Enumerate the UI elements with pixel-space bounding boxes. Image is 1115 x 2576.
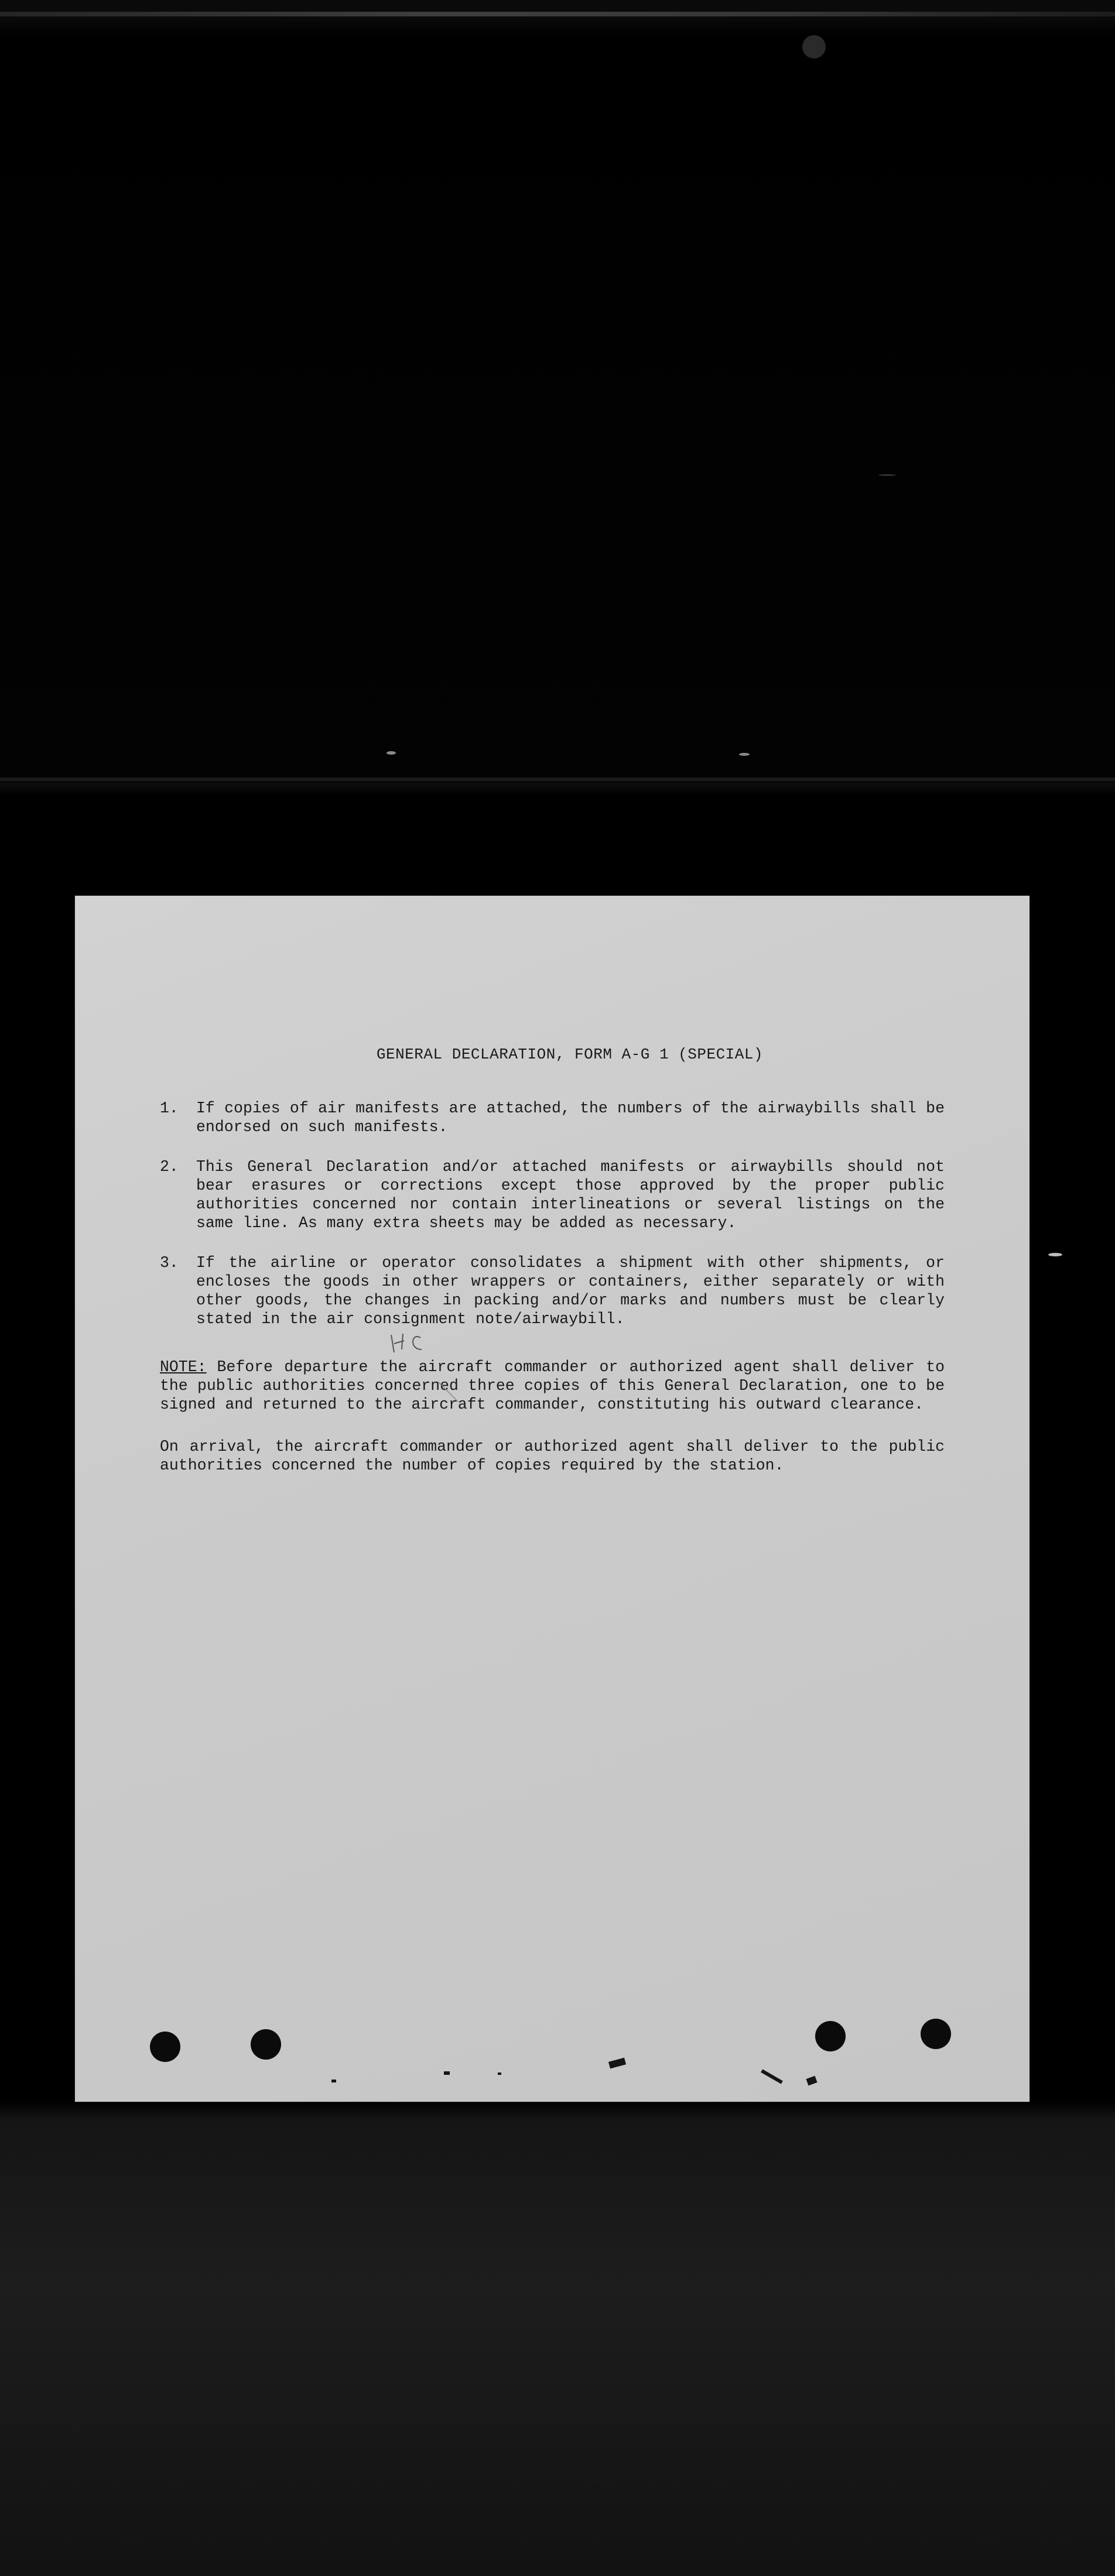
list-item [160,1253,945,1328]
punch-hole [251,2029,281,2060]
punch-hole [150,2032,180,2062]
punch-hole [921,2019,951,2049]
item-number: 3. [160,1254,179,1272]
item-text: This General Declaration and/or attached manifests or airwaybills should not bear erasures or corrections except those approved by the proper public authorities concerned nor contain interlineations or several listings on the same line. As many extra sheets may be added as necessary. [196,1158,945,1232]
note-text: Before departure the aircraft commander or authorized agent shall deliver to the public authorities concerned three copies of this General Declaration, one to be signed and returned to the aircraft commander, constituting his outward clearance. [160,1358,945,1413]
ink-speck [498,2073,501,2075]
film-blemish [878,474,896,476]
film-edge-top [0,12,1115,16]
document-title: GENERAL DECLARATION, FORM A-G 1 (SPECIAL) [376,1046,764,1063]
note-paragraph [160,1358,945,1414]
item-text: If the airline or operator consolidates a shipment with other shipments, or encloses the goods in other wrappers or containers, either separately or with other goods, the changes in packing and/or marks and numbers must be clearly stated in the air consignment note/airwaybill. [196,1254,945,1328]
film-frame-divider [0,777,1115,781]
arrival-paragraph [160,1437,945,1475]
handwritten-mark [379,1323,473,1405]
film-blemish [739,753,750,756]
note-label: NOTE: [160,1358,207,1376]
item-number: 2. [160,1158,179,1176]
ink-speck [444,2071,450,2075]
ink-speck [608,2058,626,2069]
list-item [160,1157,945,1232]
ink-speck [761,2069,783,2084]
document-page [75,896,1030,2102]
item-number: 1. [160,1099,179,1117]
film-blemish [1048,1253,1062,1256]
punch-hole [815,2021,846,2051]
list-item [160,1099,945,1136]
ink-speck [331,2080,336,2082]
item-text: If copies of air manifests are attached, the numbers of the airwaybills shall be endorsed on such manifests. [196,1099,945,1136]
document-body [160,1045,945,1475]
film-blemish [802,35,826,59]
ink-speck [806,2076,817,2086]
film-blemish [387,751,396,755]
arrival-text: On arrival, the aircraft commander or authorized agent shall deliver to the public authorities concerned the number of copies required by the station. [160,1438,945,1474]
